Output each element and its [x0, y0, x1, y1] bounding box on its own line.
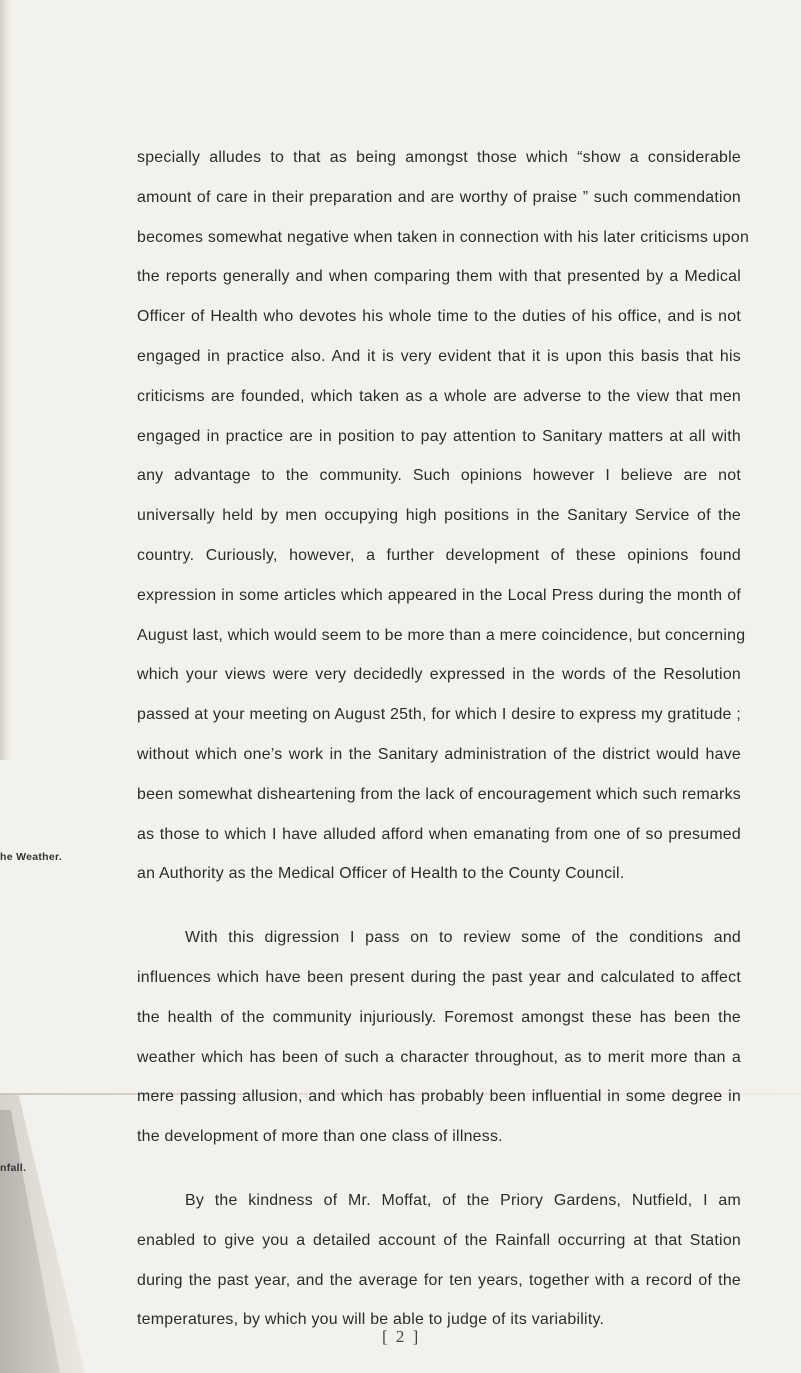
- text-line: country. Curiously, however, a further development of these opinions found: [137, 546, 741, 564]
- text-line: mere passing allusion, and which has probably been influential in some degree in: [137, 1088, 741, 1106]
- paragraph: [137, 918, 741, 1157]
- body-text: [137, 138, 750, 1340]
- text-line: been somewhat disheartening from the lack of encouragement which such remarks: [137, 785, 741, 803]
- text-line: without which one’s work in the Sanitary administration of the district would have: [137, 745, 741, 763]
- text-line: any advantage to the community. Such opinions however I believe are not: [137, 467, 741, 485]
- text-line: engaged in practice also. And it is very evident that it is upon this basis that his: [137, 347, 741, 365]
- margin-note-rainfall: nfall.: [0, 1162, 27, 1174]
- text-line: the development of more than one class of illness.: [137, 1128, 503, 1146]
- text-line: the reports generally and when comparing them with that presented by a Medical: [137, 268, 741, 286]
- text-line: amount of care in their preparation and are worthy of praise ” such commendation: [137, 188, 741, 206]
- paragraph: [137, 138, 750, 894]
- paragraph: [137, 1181, 741, 1340]
- text-line: the health of the community injuriously. Foremost amongst these has been the: [137, 1008, 741, 1026]
- text-line: Officer of Health who devotes his whole time to the duties of his office, and is not: [137, 308, 741, 326]
- text-line: enabled to give you a detailed account of the Rainfall occurring at that Station: [137, 1231, 741, 1249]
- margin-note-weather: he Weather.: [0, 851, 63, 863]
- text-line: an Authority as the Medical Officer of Health to the County Council.: [137, 865, 625, 883]
- text-line: becomes somewhat negative when taken in connection with his later criticisms upon: [137, 228, 750, 246]
- text-line: during the past year, and the average for ten years, together with a record of the: [137, 1271, 741, 1289]
- text-line: engaged in practice are in position to pay attention to Sanitary matters at all with: [137, 427, 741, 445]
- text-line: which your views were very decidedly expressed in the words of the Resolution: [137, 666, 741, 684]
- text-line: specially alludes to that as being amongst those which “show a considerable: [137, 149, 741, 166]
- text-line: With this digression I pass on to review some of the conditions and: [185, 929, 741, 947]
- text-line: passed at your meeting on August 25th, for which I desire to express my gratitude ;: [137, 706, 741, 724]
- text-line: influences which have been present during the past year and calculated to affect: [137, 968, 741, 986]
- binding-shadow: [0, 0, 12, 760]
- text-line: criticisms are founded, which taken as a whole are adverse to the view that men: [137, 387, 741, 405]
- text-line: By the kindness of Mr. Moffat, of the Priory Gardens, Nutfield, I am: [185, 1191, 741, 1209]
- text-line: as those to which I have alluded afford when emanating from one of so presumed: [137, 825, 741, 843]
- text-line: temperatures, by which you will be able to judge of its variability.: [137, 1311, 605, 1329]
- text-line: weather which has been of such a character throughout, as to merit more than a: [137, 1048, 741, 1066]
- text-line: August last, which would seem to be more than a mere coincidence, but concerning: [137, 626, 746, 644]
- text-line: expression in some articles which appeared in the Local Press during the month of: [137, 586, 741, 604]
- text-line: universally held by men occupying high positions in the Sanitary Service of the: [137, 507, 741, 525]
- page-number: [ 2 ]: [382, 1327, 421, 1346]
